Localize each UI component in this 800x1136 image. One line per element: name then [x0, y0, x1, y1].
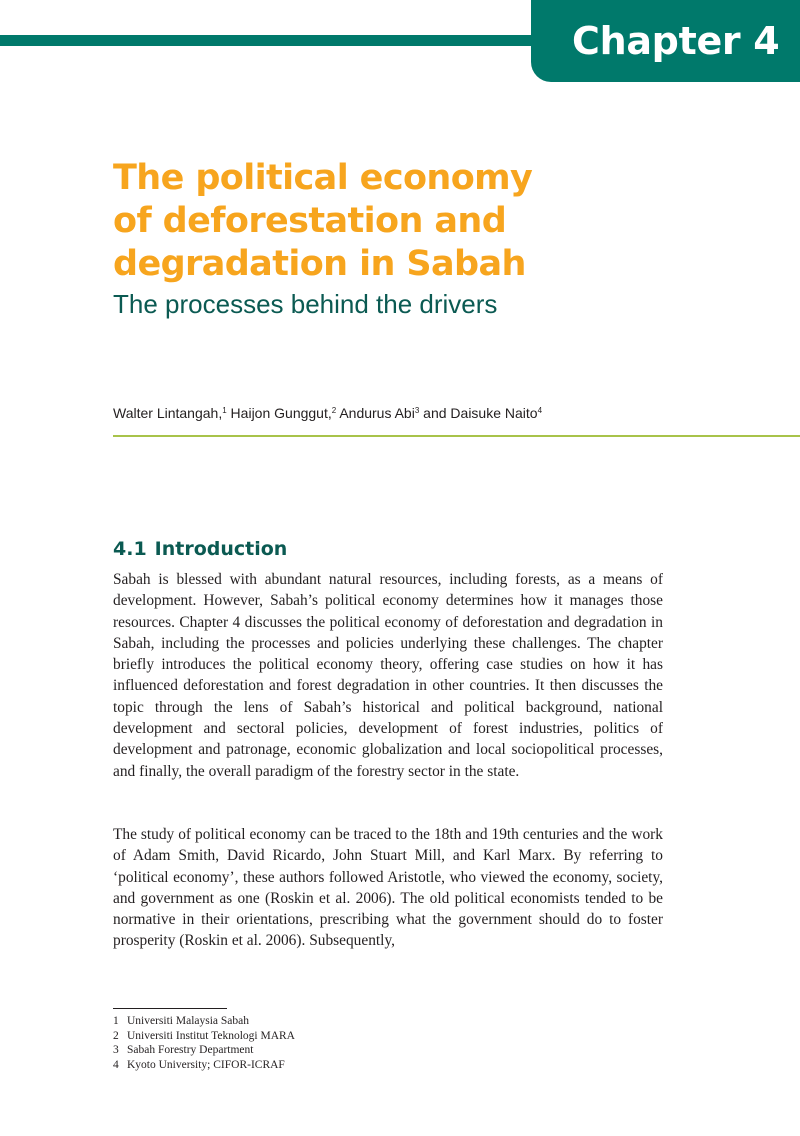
footnote-divider	[113, 1008, 227, 1009]
footnote-number: 2	[113, 1029, 119, 1042]
footnote-item	[113, 1014, 295, 1029]
footnote-text: Universiti Malaysia Sabah	[127, 1015, 250, 1027]
header-rule	[0, 35, 560, 46]
body-paragraph: Sabah is blessed with abundant natural resources, including forests, as a means of development. However, Sabah’s political economy determines how it manages those resources. Chapter 4 discusses the political economy of deforestation and degradation in Sabah, including the processes and policies underlying these challenges. The chapter briefly introduces the political economy theory, offering case studies on how it has influenced deforestation and forest degradation in other countries. It then discusses the topic through the lens of Sabah’s historical and political background, national development and sectoral policies, development of forest industries, politics of development and patronage, economic globalization and local sociopolitical processes, and finally, the overall paradigm of the forestry sector in the state.	[113, 571, 663, 780]
author-affiliation-mark: 2	[331, 406, 337, 415]
author-affiliation-mark: 1	[222, 406, 227, 415]
chapter-title	[113, 157, 583, 286]
section-number: 4.1	[113, 538, 147, 560]
author-list	[113, 404, 542, 422]
author-name: Walter Lintangah,	[113, 405, 223, 421]
author-name: Haijon Gunggut,	[226, 405, 332, 421]
section-title: Introduction	[154, 538, 288, 560]
footnote-number: 3	[113, 1044, 119, 1056]
chapter-title-line: The political economy	[113, 158, 533, 198]
author-affiliation-mark: 3	[414, 406, 420, 415]
author-name: Andurus Abi	[336, 405, 415, 421]
footnote-number: 4	[113, 1058, 119, 1071]
footnote-number: 1	[113, 1015, 119, 1027]
footnote-list	[113, 1014, 295, 1072]
footnote-text: Universiti Institut Teknologi MARA	[127, 1029, 295, 1042]
footnote-item	[113, 1029, 295, 1044]
footnote-text: Kyoto University; CIFOR-ICRAF	[127, 1058, 285, 1071]
chapter-subtitle: The processes behind the drivers	[113, 289, 498, 319]
chapter-label: Chapter 4	[572, 19, 780, 63]
section-heading	[113, 536, 287, 562]
author-divider	[113, 435, 800, 437]
footnote-item	[113, 1058, 295, 1073]
author-name: and Daisuke Naito	[419, 405, 538, 421]
footnote-item	[113, 1043, 295, 1058]
body-paragraph: The study of political economy can be traced to the 18th and 19th centuries and the work of Adam Smith, David Ricardo, John Stuart Mill, and Karl Marx. By referring to ‘political economy’, these authors followed Aristotle, who viewed the economy, society, and government as one (Roskin et al. 2006). The old political economists tended to be normative in their orientations, prescribing what the government should do to foster prosperity (Roskin et al. 2006). Subsequently,	[113, 826, 663, 950]
footnote-text: Sabah Forestry Department	[127, 1044, 254, 1056]
chapter-title-line: of deforestation and	[113, 201, 507, 241]
author-affiliation-mark: 4	[537, 406, 543, 415]
chapter-title-line: degradation in Sabah	[113, 244, 526, 284]
chapter-tab	[531, 0, 800, 82]
